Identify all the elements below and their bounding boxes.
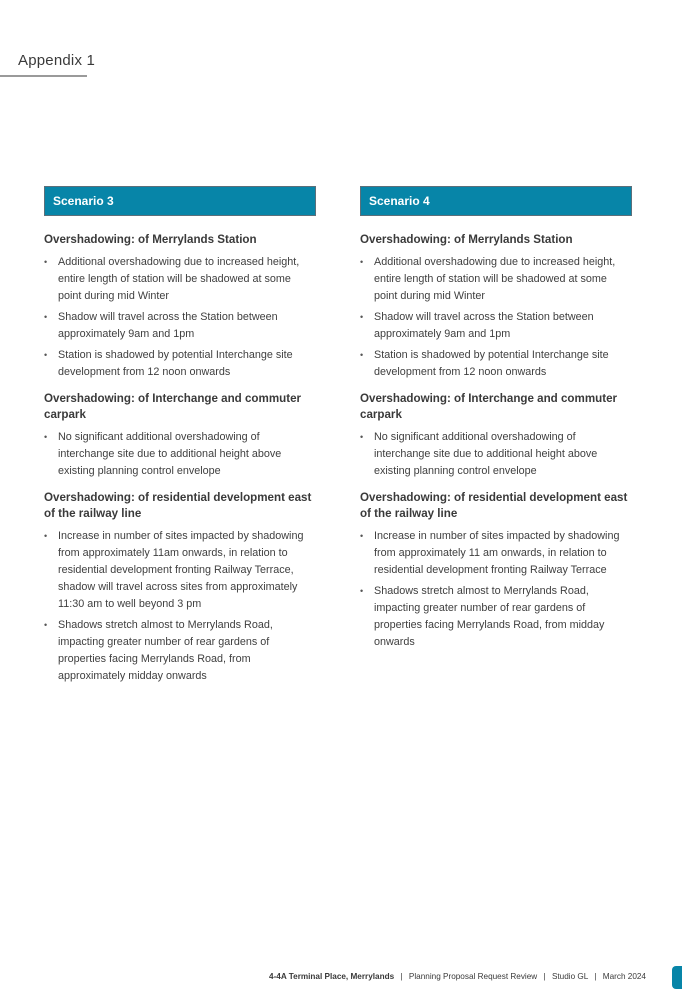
- bullet-list: [360, 528, 632, 651]
- footer-date: March 2024: [602, 972, 646, 981]
- page-title: Appendix 1: [18, 52, 96, 69]
- footer-author: Studio GL: [551, 972, 589, 981]
- section-residential: [360, 490, 632, 651]
- bullet-item: • Increase in number of sites impacted by shadowing from approximately 11am onwards, in relation to residential development fronting Railway Terrace, shadow will travel across sites from approximately 11:30 am to well beyond 3 pm: [44, 528, 316, 613]
- bullet-item: • Station is shadowed by potential Interchange site development from 12 noon onwards: [44, 347, 316, 381]
- scenario-header: Scenario 3: [44, 186, 316, 216]
- bullet-list: [44, 254, 316, 381]
- scenario-header: Scenario 4: [360, 186, 632, 216]
- footer-document: Planning Proposal Request Review: [408, 972, 538, 981]
- section-heading: Overshadowing: of residential development east of the railway line: [44, 490, 312, 520]
- bullet-item: • Shadows stretch almost to Merrylands Road, impacting greater number of rear gardens of properties facing Merrylands Road, from approximately midday onwards: [44, 617, 316, 685]
- section-heading: Overshadowing: of Interchange and commuter carpark: [44, 391, 302, 421]
- bullet-list: [360, 254, 632, 381]
- section-station: [44, 232, 316, 381]
- bullet-list: [44, 528, 316, 685]
- bullet-item: • Shadow will travel across the Station between approximately 9am and 1pm: [360, 309, 632, 343]
- section-heading: Overshadowing: of Merrylands Station: [44, 233, 257, 246]
- footer-separator: |: [594, 972, 597, 981]
- section-station: [360, 232, 632, 381]
- bullet-item: • Increase in number of sites impacted by shadowing from approximately 11 am onwards, in relation to residential development fronting Railway Terrace: [360, 528, 632, 579]
- bullet-list: [360, 429, 632, 480]
- bullet-item: • Station is shadowed by potential Interchange site development from 12 noon onwards: [360, 347, 632, 381]
- section-heading: Overshadowing: of Merrylands Station: [360, 233, 573, 246]
- section-residential: [44, 490, 316, 685]
- scenario-column-left: [44, 186, 316, 695]
- page-edge-tab: [672, 966, 682, 989]
- footer-separator: |: [543, 972, 546, 981]
- section-heading: Overshadowing: of Interchange and commuter carpark: [360, 391, 618, 421]
- scenario-column-right: [360, 186, 632, 661]
- section-interchange: [44, 391, 316, 480]
- section-heading: Overshadowing: of residential development east of the railway line: [360, 490, 628, 520]
- bullet-item: • Additional overshadowing due to increased height, entire length of station will be shadowed at some point during mid Winter: [360, 254, 632, 305]
- page-footer: [269, 972, 646, 981]
- footer-address: 4-4A Terminal Place, Merrylands: [269, 972, 395, 981]
- section-interchange: [360, 391, 632, 480]
- footer-separator: |: [400, 972, 403, 981]
- bullet-item: • Shadow will travel across the Station between approximately 9am and 1pm: [44, 309, 316, 343]
- title-underline: [0, 75, 87, 77]
- bullet-list: [44, 429, 316, 480]
- bullet-item: • No significant additional overshadowing of interchange site due to additional height above existing planning control envelope: [44, 429, 316, 480]
- bullet-item: • No significant additional overshadowing of interchange site due to additional height above existing planning control envelope: [360, 429, 632, 480]
- bullet-item: • Shadows stretch almost to Merrylands Road, impacting greater number of rear gardens of properties facing Merrylands Road, from midday onwards: [360, 583, 632, 651]
- bullet-item: • Additional overshadowing due to increased height, entire length of station will be shadowed at some point during mid Winter: [44, 254, 316, 305]
